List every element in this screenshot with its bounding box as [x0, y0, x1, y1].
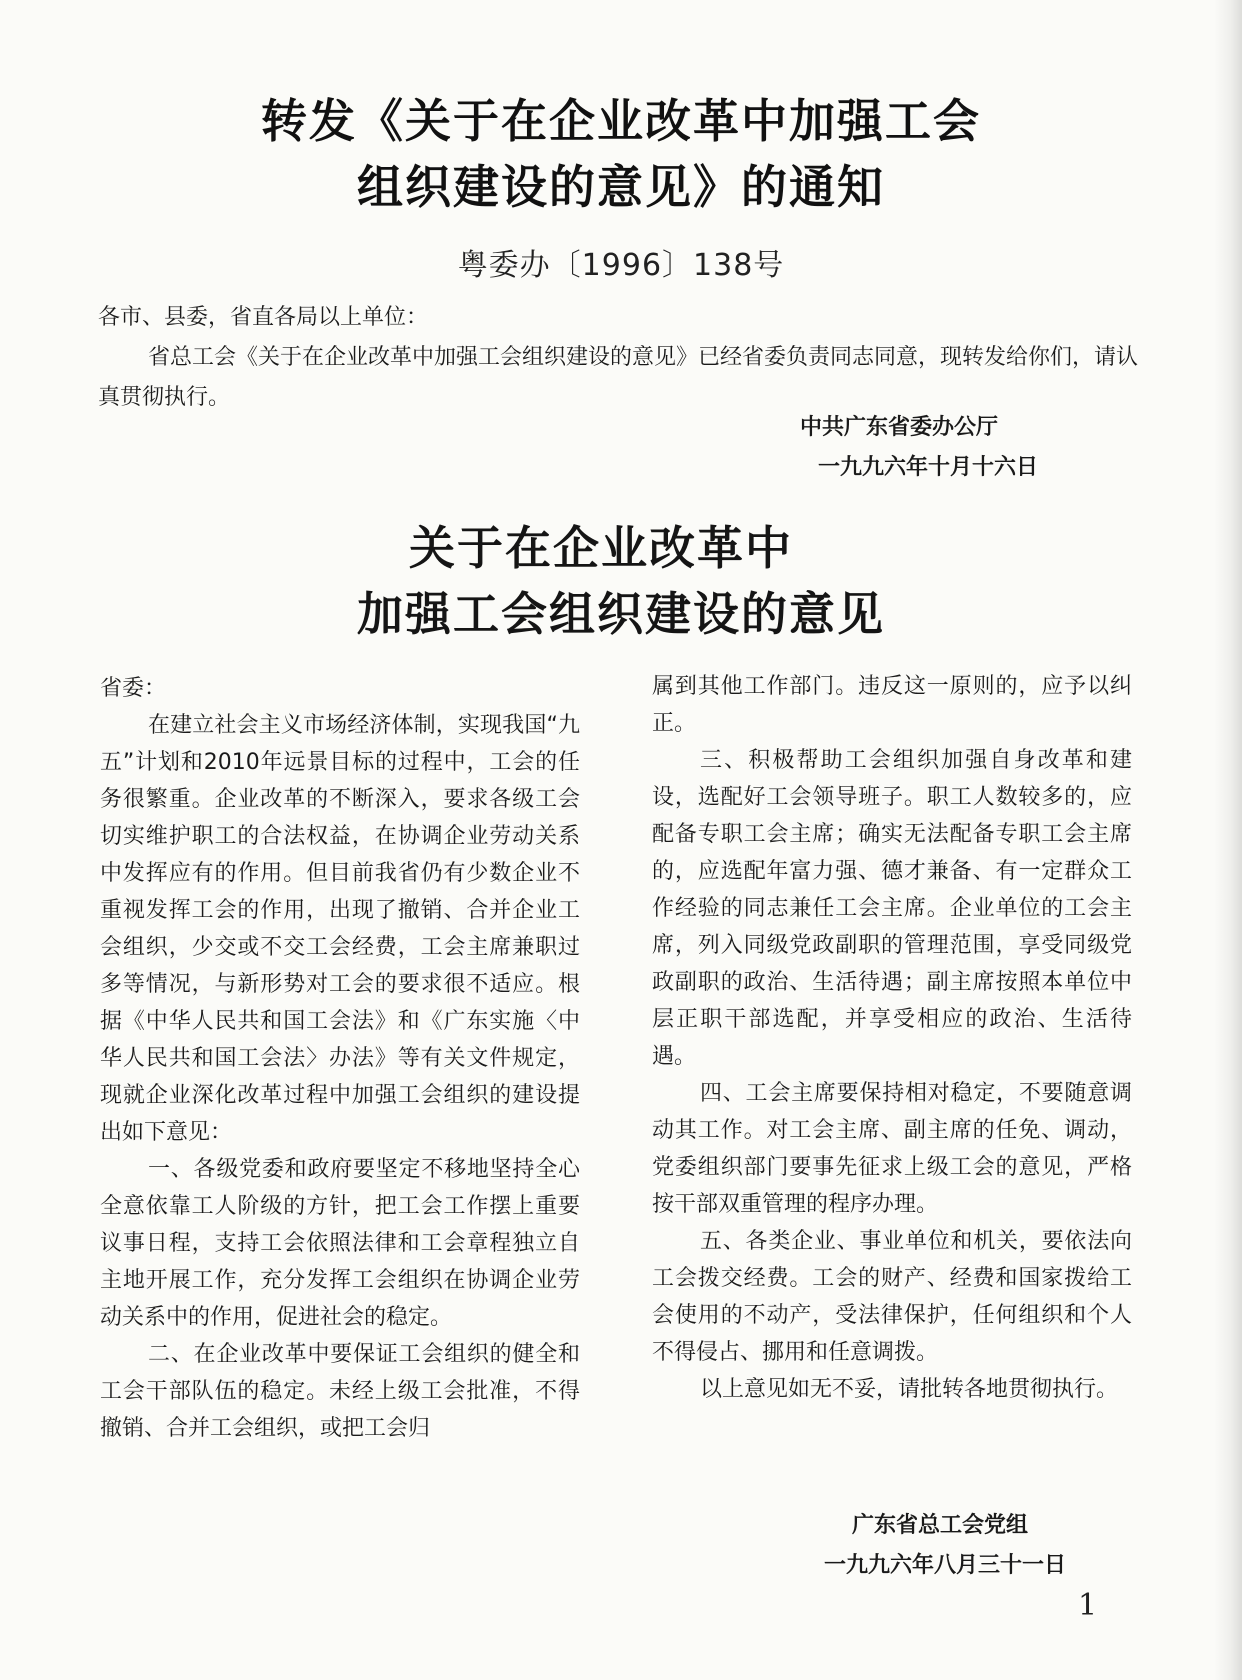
opinion-left-column — [100, 670, 580, 1447]
notice-body: 省总工会《关于在企业改革中加强工会组织建设的意见》已经省委负责同志同意，现转发给你们，请认真贯彻执行。 — [98, 345, 1139, 410]
notice-title — [0, 88, 1242, 220]
notice-date: 一九九六年十月十六日 — [818, 455, 1039, 480]
notice-title-line-1: 转发《关于在企业改革中加强工会 — [261, 94, 981, 148]
opinion-date: 一九九六年八月三十一日 — [824, 1553, 1067, 1578]
opinion-paragraph: 一、各级党委和政府要坚定不移地坚持全心全意依靠工人阶级的方针，把工会工作摆上重要议事日程，支持工会依照法律和工会章程独立自主地开展工作，充分发挥工会组织在协调企业劳动关系中的作用，促进社会的稳定。 — [100, 1157, 580, 1330]
opinion-signature — [824, 1506, 1067, 1586]
opinion-right-column — [652, 668, 1132, 1408]
opinion-paragraph: 二、在企业改革中要保证工会组织的健全和工会干部队伍的稳定。未经上级工会批准，不得撤销、合并工会组织，或把工会归 — [100, 1342, 580, 1441]
notice-title-line-2: 组织建设的意见》的通知 — [357, 160, 885, 214]
opinion-title — [0, 515, 1242, 647]
opinion-salutation: 省委： — [100, 676, 167, 701]
opinion-paragraph: 五、各类企业、事业单位和机关，要依法向工会拨交经费。工会的财产、经费和国家拨给工会使用的不动产，受法律保护，任何组织和个人不得侵占、挪用和任意调拨。 — [652, 1229, 1132, 1365]
opinion-paragraph: 四、工会主席要保持相对稳定，不要随意调动其工作。对工会主席、副主席的任免、调动，党委组织部门要事先征求上级工会的意见，严格按干部双重管理的程序办理。 — [652, 1081, 1132, 1217]
opinion-title-line-2: 加强工会组织建设的意见 — [357, 587, 885, 641]
notice-issuer: 中共广东省委办公厅 — [800, 415, 999, 440]
opinion-paragraph-continued: 属到其他工作部门。违反这一原则的，应予以纠正。 — [652, 674, 1132, 736]
notice-signature — [800, 408, 1038, 488]
opinion-paragraph: 在建立社会主义市场经济体制，实现我国“九五”计划和2010年远景目标的过程中，工会的任务很繁重。企业改革的不断深入，要求各级工会切实维护职工的合法权益，在协调企业劳动关系中发挥应有的作用。但目前我省仍有少数企业不重视发挥工会的作用，出现了撤销、合并企业工会组织，少交或不交工会经费，工会主席兼职过多等情况，与新形势对工会的要求很不适应。根据《中华人民共和国工会法》和《广东实施〈中华人民共和国工会法〉办法》等有关文件规定，现就企业深化改革过程中加强工会组织的建设提出如下意见： — [100, 713, 580, 1145]
opinion-closing: 以上意见如无不妥，请批转各地贯彻执行。 — [700, 1377, 1119, 1402]
page-number: 1 — [1078, 1588, 1098, 1623]
opinion-issuer: 广东省总工会党组 — [852, 1513, 1029, 1538]
notice-addressee: 各市、县委，省直各局以上单位： — [98, 305, 429, 330]
opinion-title-line-1: 关于在企业改革中 — [409, 521, 793, 575]
opinion-paragraph: 三、积极帮助工会组织加强自身改革和建设，选配好工会领导班子。职工人数较多的，应配备专职工会主席；确实无法配备专职工会主席的，应选配年富力强、德才兼备、有一定群众工作经验的同志兼任工会主席。企业单位的工会主席，列入同级党政副职的管理范围，享受同级党政副职的政治、生活待遇；副主席按照本单位中层正职干部选配，并享受相应的政治、生活待遇。 — [652, 748, 1132, 1069]
document-number: 粤委办〔1996〕138号 — [457, 248, 785, 283]
